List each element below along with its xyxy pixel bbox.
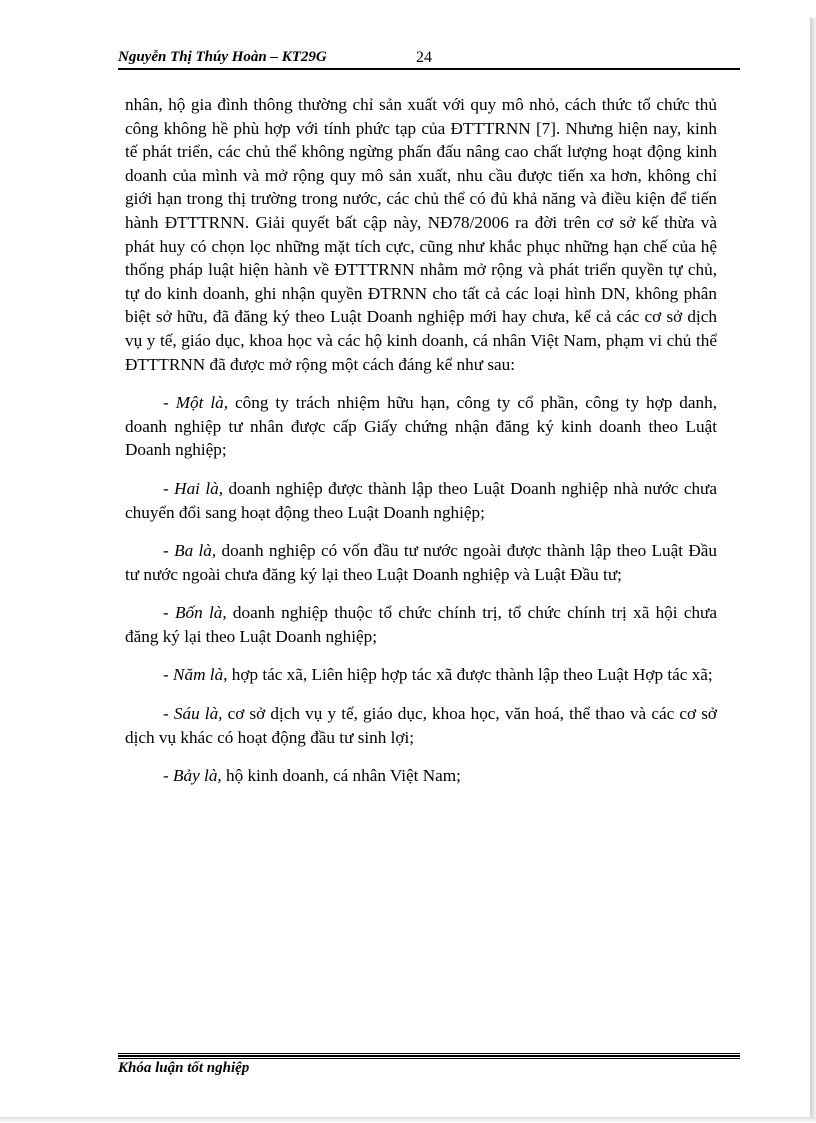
page-shadow	[810, 18, 816, 1123]
header-rule	[118, 68, 740, 70]
list-item	[125, 601, 717, 648]
footer-rule	[118, 1055, 740, 1057]
list-item-text: cơ sở dịch vụ y tế, giáo dục, khoa học, văn hoá, thể thao và các cơ sở dịch vụ khác có hoạt động đầu tư sinh lợi;	[125, 704, 717, 747]
list-item-text: công ty trách nhiệm hữu hạn, công ty cổ phần, công ty hợp danh, doanh nghiệp tư nhân được cấp Giấy chứng nhận đăng ký kinh doanh theo Luật Doanh nghiệp;	[125, 393, 717, 460]
footer-rule	[118, 1058, 740, 1059]
list-ordinal: Một là,	[175, 393, 229, 413]
list-item-text: hợp tác xã, Liên hiệp hợp tác xã được thành lập theo Luật Hợp tác xã;	[227, 665, 713, 685]
header-author: Nguyễn Thị Thúy Hoàn – KT29G	[118, 49, 327, 65]
list-item-text: hộ kinh doanh, cá nhân Việt Nam;	[221, 766, 461, 786]
intro-paragraph: nhân, hộ gia đình thông thường chỉ sản xuất với quy mô nhỏ, cách thức tổ chức thủ công không hề phù hợp với tính phức tạp của ĐTTTRNN [7]. Nhưng hiện nay, kinh tế phát triển, các chủ thể không ngừng phấn đấu nâng cao chất lượng hoạt động kinh doanh của mình và mở rộng quy mô sản xuất, nhu cầu được tiến xa hơn, không chỉ giới hạn trong thị trường trong nước, các chủ thể có đủ khả năng và điều kiện để tiến hành ĐTTTRNN. Giải quyết bất cập này, NĐ78/2006 ra đời trên cơ sở kế thừa và phát huy có chọn lọc những mặt tích cực, cũng như khắc phục những hạn chế của hệ thống pháp luật hiện hành về ĐTTTRNN nhằm mở rộng và phát triển quyền tự chủ, tự do kinh doanh, ghi nhận quyền ĐTRNN cho tất cả các loại hình DN, không phân biệt sở hữu, đã đăng ký theo Luật Doanh nghiệp mới hay chưa, kể cả các cơ sở dịch vụ y tế, giáo dục, khoa học và các hộ kinh doanh, cá nhân Việt Nam, phạm vi chủ thể ĐTTTRNN đã được mở rộng một cách đáng kể như sau:	[125, 95, 717, 374]
list-item	[125, 539, 717, 586]
list-dash: -	[163, 665, 174, 685]
list-item	[125, 764, 717, 788]
list-dash: -	[163, 393, 176, 413]
list-item	[125, 702, 717, 749]
list-ordinal: Sáu là,	[173, 704, 223, 724]
page-header	[118, 49, 740, 69]
list-item	[125, 391, 717, 462]
list-dash: -	[163, 766, 174, 786]
list-dash: -	[163, 603, 175, 623]
list-dash: -	[163, 541, 175, 561]
footer-rule	[118, 1053, 740, 1054]
body-text	[125, 93, 717, 788]
page-footer: Khóa luận tốt nghiệp	[118, 1060, 250, 1076]
list-ordinal: Ba là,	[174, 541, 217, 561]
list-ordinal: Bảy là,	[173, 766, 222, 786]
list-ordinal: Hai là,	[174, 478, 224, 498]
list-ordinal: Năm là,	[173, 665, 228, 685]
page-number: 24	[416, 49, 432, 66]
list-dash: -	[163, 478, 175, 498]
page-shadow-bottom	[0, 1117, 816, 1123]
list-item-text: doanh nghiệp thuộc tổ chức chính trị, tổ chức chính trị xã hội chưa đăng ký lại theo Luật Doanh nghiệp;	[125, 603, 717, 646]
list-item	[125, 477, 717, 524]
list-ordinal: Bốn là,	[175, 603, 227, 623]
list-dash: -	[163, 704, 174, 724]
list-item	[125, 663, 717, 687]
list-item-text: doanh nghiệp có vốn đầu tư nước ngoài được thành lập theo Luật Đầu tư nước ngoài chưa đăng ký lại theo Luật Doanh nghiệp và Luật Đầu tư;	[125, 541, 717, 584]
list-item-text: doanh nghiệp được thành lập theo Luật Doanh nghiệp nhà nước chưa chuyển đổi sang hoạt động theo Luật Doanh nghiệp;	[125, 478, 717, 522]
